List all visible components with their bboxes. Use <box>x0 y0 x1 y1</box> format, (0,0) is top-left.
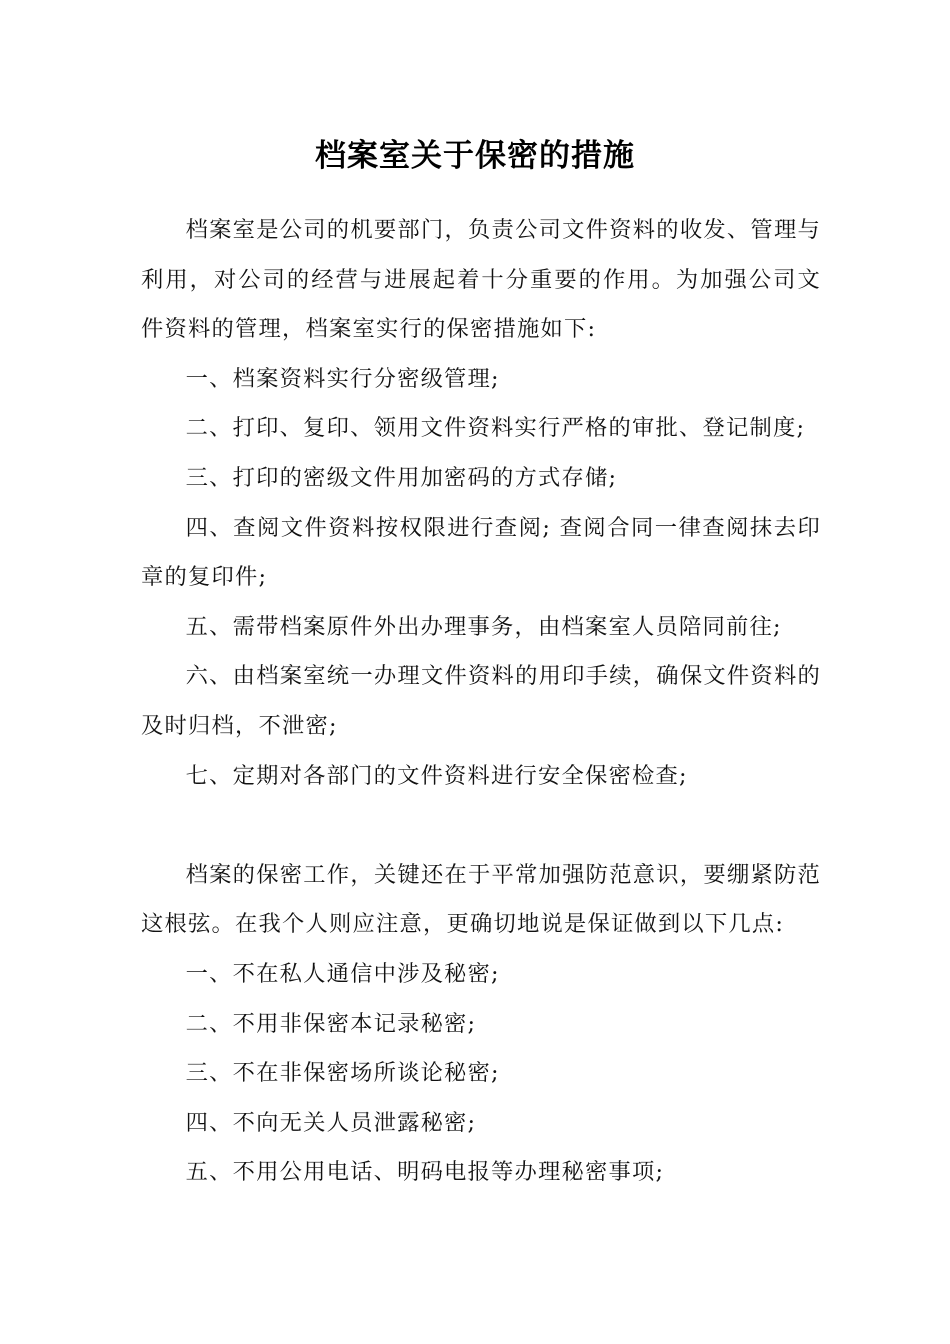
personal-point-4: 四、不向无关人员泄露秘密; <box>185 1109 477 1136</box>
measure-item-3: 三、打印的密级文件用加密码的方式存储; <box>185 464 618 491</box>
personal-point-1: 一、不在私人通信中涉及秘密; <box>185 960 500 987</box>
personal-point-2: 二、不用非保密本记录秘密; <box>185 1010 477 1037</box>
measure-item-2: 二、打印、复印、领用文件资料实行严格的审批、登记制度; <box>185 415 806 442</box>
paragraph-spacer <box>141 801 821 851</box>
measure-item-5: 五、需带档案原件外出办理事务，由档案室人员陪同前往; <box>185 613 782 640</box>
personal-point-3: 三、不在非保密场所谈论秘密; <box>185 1060 500 1087</box>
document-body <box>141 206 821 1198</box>
document-title: 档案室关于保密的措施 <box>315 138 635 174</box>
measure-item-4: 四、查阅文件资料按权限进行查阅; 查阅合同一律查阅抹去印章的复印件; <box>141 514 821 591</box>
intro-paragraph: 档案室是公司的机要部门，负责公司文件资料的收发、管理与利用，对公司的经营与进展起着十分重要的作用。为加强公司文件资料的管理，档案室实行的保密措施如下: <box>141 217 821 343</box>
measure-item-6: 六、由档案室统一办理文件资料的用印手续，确保文件资料的及时归档，不泄密; <box>141 663 821 739</box>
personal-point-5: 五、不用公用电话、明码电报等办理秘密事项; <box>185 1159 665 1186</box>
measure-item-7: 七、定期对各部门的文件资料进行安全保密检查; <box>185 762 688 789</box>
measure-item-1: 一、档案资料实行分密级管理; <box>185 365 500 392</box>
personal-intro-paragraph: 档案的保密工作，关键还在于平常加强防范意识，要绷紧防范这根弦。在我个人则应注意，更确切地说是保证做到以下几点: <box>141 861 821 938</box>
